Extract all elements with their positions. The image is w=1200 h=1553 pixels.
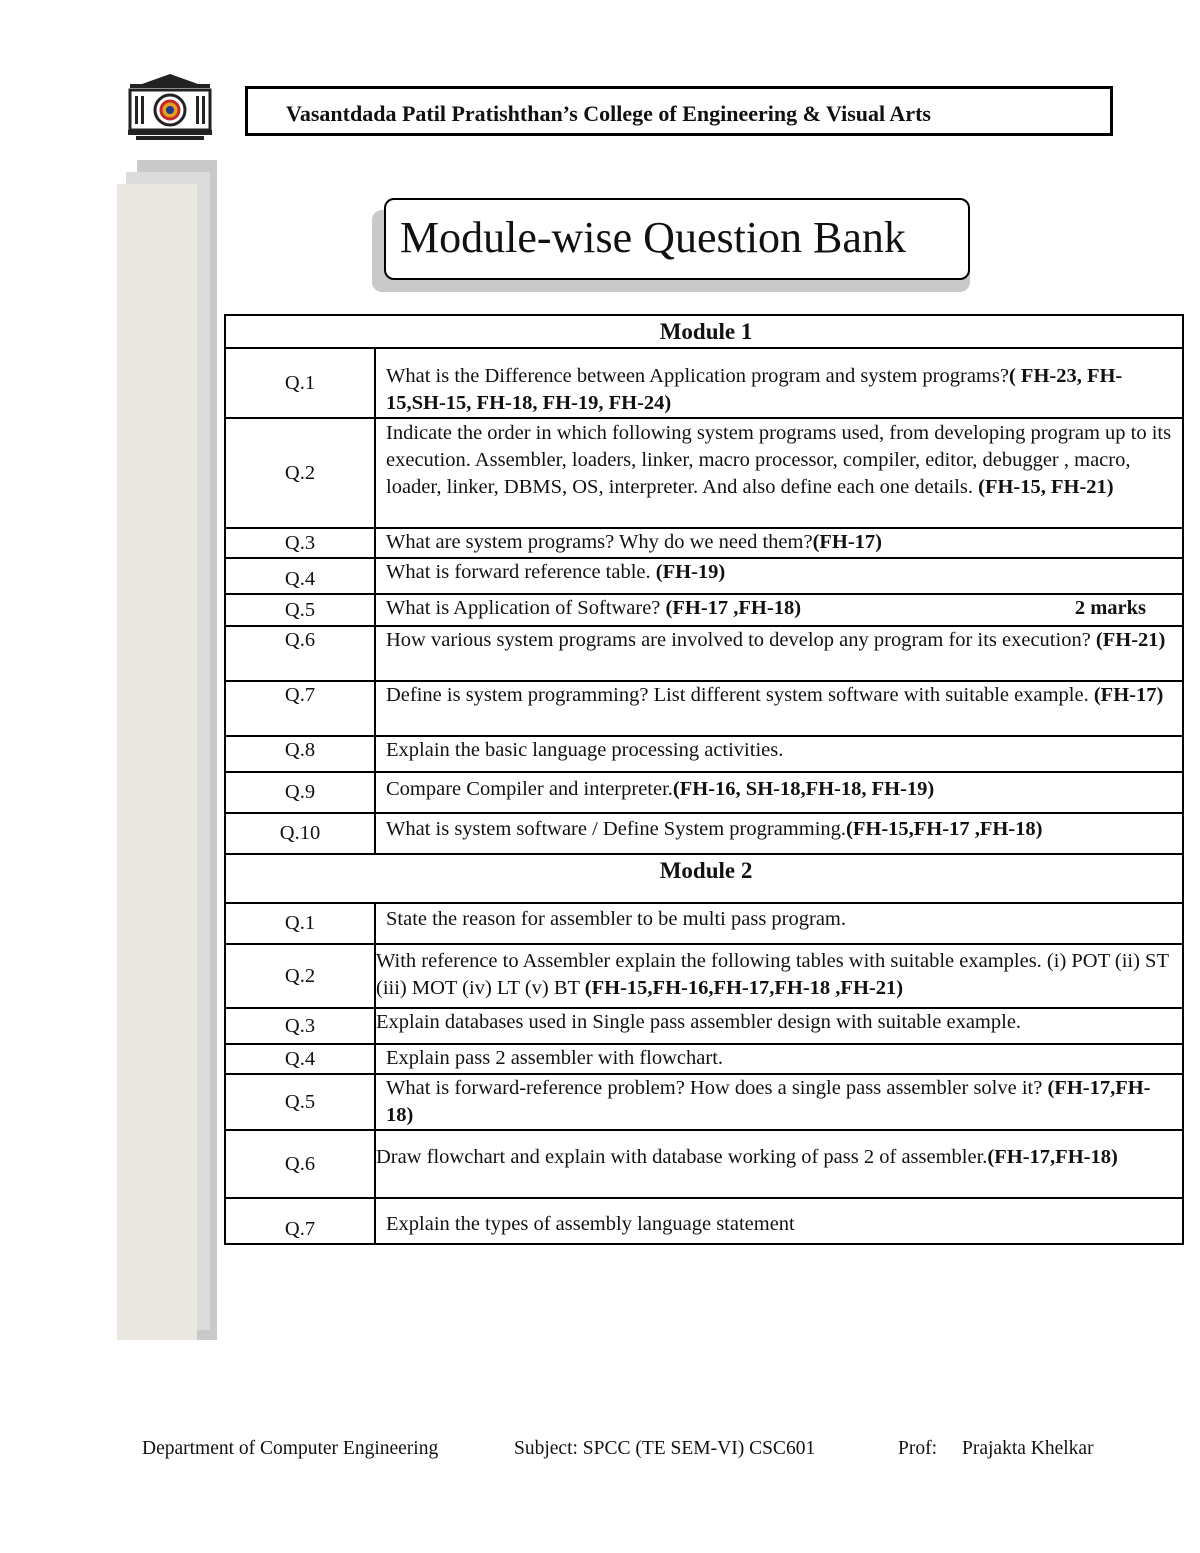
question-text: What is the Difference between Application program and system programs?( FH-23, FH-15,SH-15, FH-18, FH-19, FH-24) — [375, 348, 1183, 418]
question-number: Q.1 — [225, 903, 375, 944]
question-text: Explain the basic language processing activities. — [375, 736, 1183, 772]
table-row — [225, 944, 1183, 1008]
table-row — [225, 1074, 1183, 1130]
table-row — [225, 681, 1183, 736]
college-logo — [122, 72, 218, 142]
table-row — [225, 626, 1183, 681]
table-row — [225, 418, 1183, 528]
table-row — [225, 1198, 1183, 1244]
table-row — [225, 558, 1183, 594]
table-row — [225, 594, 1183, 626]
footer-department: Department of Computer Engineering — [142, 1438, 439, 1459]
question-text: Explain the types of assembly language statement — [375, 1198, 1183, 1244]
question-number: Q.3 — [225, 528, 375, 558]
question-text: Explain pass 2 assembler with flowchart. — [375, 1044, 1183, 1074]
question-text: Compare Compiler and interpreter.(FH-16, SH-18,FH-18, FH-19) — [375, 772, 1183, 813]
question-text: What is forward-reference problem? How does a single pass assembler solve it? (FH-17,FH-18) — [375, 1074, 1183, 1130]
module-header-row — [225, 854, 1183, 903]
sidebar-decoration — [117, 184, 197, 1340]
module-heading: Module 2 — [225, 854, 1183, 903]
table-row — [225, 348, 1183, 418]
question-text: What is Application of Software? (FH-17 ,FH-18) 2 marks — [375, 594, 1183, 626]
footer-prof-label: Prof: — [898, 1438, 937, 1459]
question-number: Q.10 — [225, 813, 375, 854]
question-text: What are system programs? Why do we need them?(FH-17) — [375, 528, 1183, 558]
question-number: Q.5 — [225, 1074, 375, 1130]
college-name: Vasantdada Patil Pratishthan’s College of Engineering & Visual Arts — [286, 101, 931, 126]
question-number: Q.1 — [225, 348, 375, 418]
question-number: Q.2 — [225, 944, 375, 1008]
question-number: Q.2 — [225, 418, 375, 528]
question-text: Indicate the order in which following system programs used, from developing program up to its execution. Assembler, loaders, linker, macro processor, compiler, editor, debugger , macro, loader, linker, DBMS, OS, interpreter. And also define each one details. (FH-15, FH-21) — [375, 418, 1183, 528]
question-number: Q.4 — [225, 1044, 375, 1074]
question-number: Q.6 — [225, 626, 375, 681]
table-row — [225, 1008, 1183, 1044]
question-text: Draw flowchart and explain with database working of pass 2 of assembler.(FH-17,FH-18) — [375, 1130, 1183, 1198]
question-number: Q.8 — [225, 736, 375, 772]
question-text: With reference to Assembler explain the following tables with suitable examples. (i) POT (ii) ST (iii) MOT (iv) LT (v) BT (FH-15,FH-16,FH-17,FH-18 ,FH-21) — [375, 944, 1183, 1008]
question-number: Q.5 — [225, 594, 375, 626]
footer-prof-name: Prajakta Khelkar — [962, 1438, 1094, 1459]
question-number: Q.7 — [225, 1198, 375, 1244]
footer-subject: Subject: SPCC (TE SEM-VI) CSC601 — [514, 1438, 816, 1459]
module-heading: Module 1 — [225, 315, 1183, 348]
table-row — [225, 528, 1183, 558]
question-text: Explain databases used in Single pass assembler design with suitable example. — [375, 1008, 1183, 1044]
table-row — [225, 813, 1183, 854]
question-number: Q.9 — [225, 772, 375, 813]
question-number: Q.3 — [225, 1008, 375, 1044]
question-text: What is system software / Define System programming.(FH-15,FH-17 ,FH-18) — [375, 813, 1183, 854]
page-title: Module-wise Question Bank — [400, 213, 906, 262]
college-header — [245, 86, 1113, 136]
title-box — [384, 198, 970, 280]
question-text: State the reason for assembler to be multi pass program. — [375, 903, 1183, 944]
table-row — [225, 736, 1183, 772]
marks-label: 2 marks — [1074, 597, 1147, 619]
question-text: How various system programs are involved to develop any program for its execution? (FH-21) — [375, 626, 1183, 681]
question-text: Define is system programming? List different system software with suitable example. (FH-17) — [375, 681, 1183, 736]
question-number: Q.4 — [225, 558, 375, 594]
table-row — [225, 1130, 1183, 1198]
table-row — [225, 903, 1183, 944]
table-row — [225, 1044, 1183, 1074]
question-text: What is forward reference table. (FH-19) — [375, 558, 1183, 594]
question-number: Q.6 — [225, 1130, 375, 1198]
question-bank-table — [224, 314, 1184, 1245]
table-row — [225, 772, 1183, 813]
question-number: Q.7 — [225, 681, 375, 736]
module-header-row — [225, 315, 1183, 348]
